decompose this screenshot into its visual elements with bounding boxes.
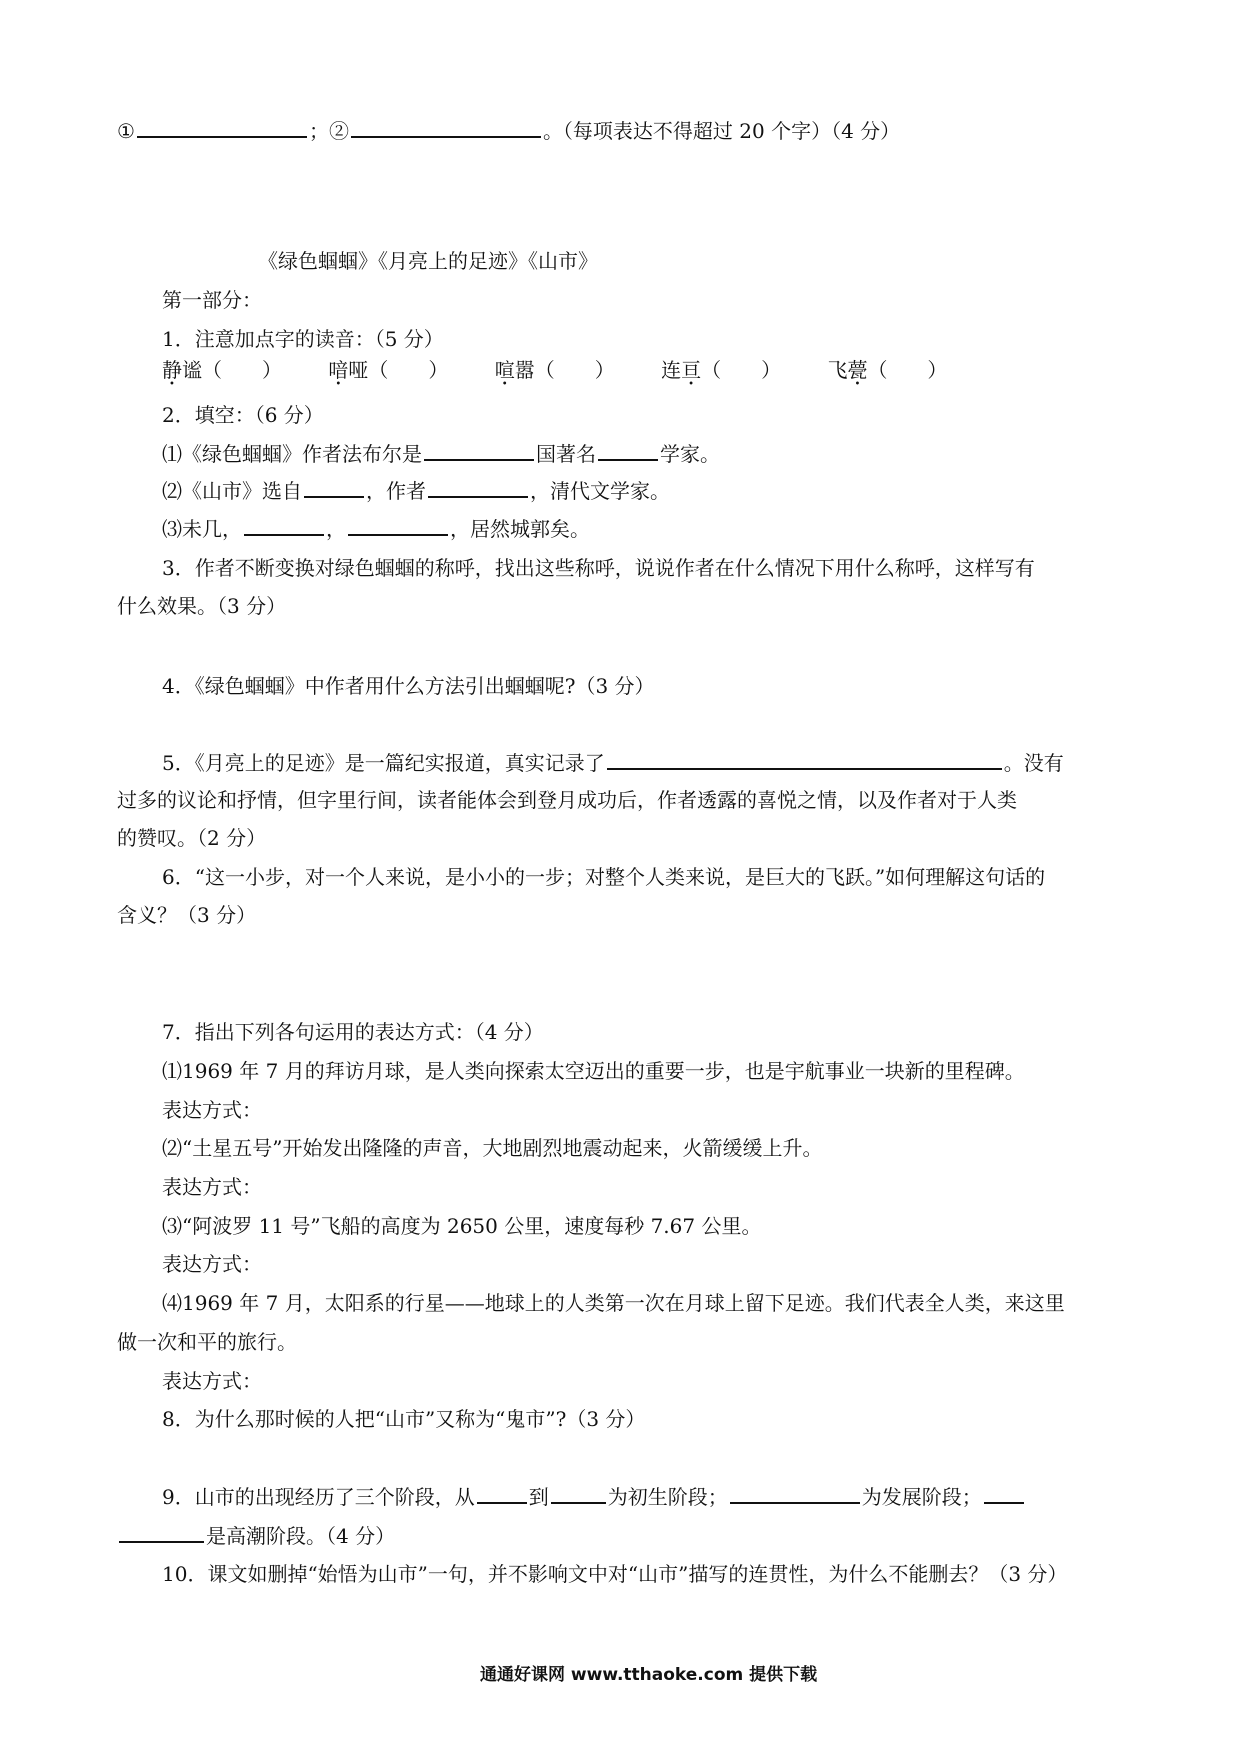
dotted-char: 喧 [494, 358, 515, 382]
expression-label: 表达方式： [162, 1175, 262, 1199]
fill-text: ，居然城郭矣。 [450, 517, 590, 541]
blank[interactable] [351, 135, 541, 138]
blank[interactable] [244, 533, 324, 536]
question-7-sentence-3: ⑶“阿波罗 11 号”飞船的高度为 2650 公里，速度每秒 7.67 公里。 [162, 1214, 762, 1238]
fill-text: ⑴《绿色蝈蝈》作者法布尔是 [162, 442, 422, 466]
word-prefix: 连 [661, 358, 682, 382]
question-3-line-1: 3．作者不断变换对绿色蝈蝈的称呼，找出这些称呼，说说作者在什么情况下用什么称呼，这样写有 [162, 556, 1035, 580]
top-answer-line [117, 121, 900, 141]
expression-label: 表达方式： [162, 1252, 262, 1276]
question-6-line-2: 含义？（3 分） [117, 903, 257, 927]
question-2-line-3 [162, 519, 590, 539]
word-rest: （ ） [701, 358, 782, 382]
question-7-sentence-1: ⑴1969 年 7 月的拜访月球，是人类向探索太空迈出的重要一步，也是宇航事业一块新的里程碑。 [162, 1059, 1025, 1083]
expression-label: 表达方式： [162, 1098, 262, 1122]
question-4: 4．《绿色蝈蝈》中作者用什么方法引出蝈蝈呢?（3 分） [162, 674, 655, 698]
fill-text: 为发展阶段； [861, 1485, 982, 1509]
fill-text: 5．《月亮上的足迹》是一篇纪实报道，真实记录了 [162, 751, 605, 775]
separator: ； [308, 119, 329, 143]
dotted-char: 喑 [328, 358, 349, 382]
question-1-words [162, 360, 947, 380]
question-6-line-1: 6．“这一小步，对一个人来说，是小小的一步；对整个人类来说，是巨大的飞跃。”如何理解这句话的 [162, 865, 1046, 889]
question-2-stem: 2．填空：（6 分） [162, 403, 324, 427]
dotted-char: 亘 [681, 358, 702, 382]
blank[interactable] [477, 1501, 527, 1504]
word-rest: （ ） [867, 358, 948, 382]
question-3-line-2: 什么效果。（3 分） [117, 594, 287, 618]
blank[interactable] [304, 495, 364, 498]
top-instruction: 。（每项表达不得超过 20 个字）（4 分） [542, 119, 901, 143]
fill-text: 9．山市的出现经历了三个阶段，从 [162, 1485, 475, 1509]
fill-text: 是高潮阶段。（4 分） [206, 1524, 396, 1548]
question-7-sentence-4: ⑷1969 年 7 月，太阳系的行星——地球上的人类第一次在月球上留下足迹。我们代表全人类，来这里 [162, 1291, 1065, 1315]
fill-text: 到 [528, 1485, 549, 1509]
blank[interactable] [730, 1501, 860, 1504]
dotted-char: 甍 [847, 358, 868, 382]
blank[interactable] [551, 1501, 606, 1504]
question-10: 10．课文如删掉“始悟为山市”一句，并不影响文中对“山市”描写的连贯性，为什么不能删去？（3 分） [162, 1562, 1068, 1586]
question-1-stem: 1．注意加点字的读音：（5 分） [162, 327, 444, 351]
part-label: 第一部分： [162, 288, 262, 312]
question-2-line-2 [162, 481, 670, 501]
circle-1: ① [117, 119, 135, 143]
blank[interactable] [119, 1540, 204, 1543]
word-rest: 哑（ ） [348, 358, 449, 382]
question-7-sentence-4-cont: 做一次和平的旅行。 [117, 1330, 297, 1354]
question-9-line-1 [162, 1487, 1026, 1507]
word-prefix: 飞 [827, 358, 848, 382]
blank[interactable] [984, 1501, 1024, 1504]
question-5-line-1 [162, 753, 1064, 773]
question-5-line-2: 过多的议论和抒情，但字里行间，读者能体会到登月成功后，作者透露的喜悦之情，以及作者对于人类 [117, 788, 1017, 812]
question-8: 8．为什么那时候的人把“山市”又称为“鬼市”?（3 分） [162, 1407, 646, 1431]
fill-text: ， [326, 517, 346, 541]
blank[interactable] [598, 458, 658, 461]
page-footer: 通通好课网 www.tthaoke.com 提供下载 [480, 1665, 818, 1685]
question-7-sentence-2: ⑵“土星五号”开始发出隆隆的声音，大地剧烈地震动起来，火箭缓缓上升。 [162, 1136, 823, 1160]
circle-2: ② [328, 119, 349, 143]
fill-text: ，作者 [366, 479, 426, 503]
fill-text: 为初生阶段； [607, 1485, 728, 1509]
blank[interactable] [607, 767, 1002, 770]
question-5-line-3: 的赞叹。（2 分） [117, 826, 267, 850]
fill-text: ，清代文学家。 [530, 479, 670, 503]
question-2-line-1 [162, 444, 720, 464]
blank[interactable] [348, 533, 448, 536]
fill-text: ⑶未几， [162, 517, 242, 541]
blank[interactable] [137, 135, 307, 138]
question-7-stem: 7．指出下列各句运用的表达方式：（4 分） [162, 1020, 544, 1044]
question-9-line-2 [117, 1526, 395, 1546]
fill-text: 学家。 [660, 442, 720, 466]
word-rest: 谧（ ） [182, 358, 282, 382]
fill-text: 国著名 [536, 442, 596, 466]
fill-text: 。没有 [1003, 751, 1064, 775]
word-rest: 嚣（ ） [514, 358, 615, 382]
dotted-char: 静 [162, 358, 182, 382]
fill-text: ⑵《山市》选自 [162, 479, 302, 503]
expression-label: 表达方式： [162, 1369, 262, 1393]
blank[interactable] [424, 458, 534, 461]
section-title: 《绿色蝈蝈》《月亮上的足迹》《山市》 [258, 249, 598, 273]
blank[interactable] [428, 495, 528, 498]
